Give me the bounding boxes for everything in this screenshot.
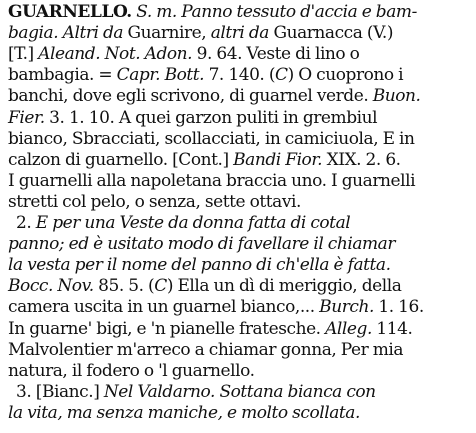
entry-text-segment: S. m. Panno tessuto d'accia e bam- [131,2,417,22]
entry-text-segment: Bandi Fior. [233,149,323,170]
entry-text-segment: 9. 64. Veste di lino o [192,44,360,65]
entry-text-segment: E per una Veste da donna fatta di cotal [35,213,351,233]
entry-text-segment: bagia. Altri da [8,23,128,44]
entry-text-segment: Burch. [319,297,374,318]
entry-text-segment: Aleand. Not. Adon. [38,44,193,65]
entry-text-segment: 3. 1. 10. A quei garzon puliti in grembiul [44,107,378,128]
entry-text-segment: XIX. 2. 6. [322,149,401,170]
entry-text-segment: ) Ella un dì di meriggio, della [166,276,402,297]
entry-text-segment: Malvolentier m'arreco a chiamar gonna, Per mia [8,339,404,360]
entry-text-segment: [T.] [8,44,39,65]
entry-text-segment: 7. 140. ( [204,65,276,86]
entry-text-segment: 114. [371,318,413,339]
entry-text-segment: Guarnire, [127,23,211,44]
entry-text-segment: ) O cuoprono i [287,65,404,86]
entry-text-segment: Alleg. [325,318,372,339]
entry-text-segment: banchi, dove egli scrivono, di guarnel verde. [8,86,373,107]
entry-text-segment: stretti col pelo, o senza, sette ottavi. [8,191,301,212]
entry-line [8,401,470,425]
entry-text-segment: 1. 16. [373,297,424,318]
entry-text-segment: panno; ed è usitato modo di favellare il chiamar [8,234,396,255]
entry-text-segment: Fier. [8,107,45,128]
entry-text-segment: camera uscita in un guarnel bianco,... [8,297,320,318]
entry-text-segment: GUARNELLO. [8,2,132,22]
entry-text-segment: I guarnelli alla napoletana braccia uno. I guarnelli [8,170,416,191]
entry-text-segment: C [275,65,288,86]
entry-text-segment: Capr. Bott. [116,65,205,86]
entry-text-segment: Bocc. Nov. [8,276,94,297]
entry-text-segment: 2. [16,213,36,233]
entry-text-segment: bambagia. = [8,65,117,86]
entry-text-segment: In guarne' bigi, e 'n pianelle fratesche. [8,318,326,339]
entry-text-segment: la vita, ma senza maniche, e molto scollata. [8,402,360,423]
entry-text-segment: Nel Valdarno. Sottana bianca con [103,381,376,402]
entry-text-segment: C [154,276,167,297]
entry-text-segment: natura, il fodero o 'l guarnello. [8,360,255,381]
entry-text-segment: Guarnacca (V.) [273,23,394,44]
entry-text-segment: bianco, Sbracciati, scollacciati, in camiciuola, E in [8,128,415,149]
entry-text-segment: calzon di guarnello. [Cont.] [8,149,234,170]
entry-text-segment: la vesta per il nome del panno di ch'ella è fatta. [8,255,391,276]
entry-text-segment: 3. [Bianc.] [16,381,104,402]
entry-text-segment: altri da [210,23,274,44]
entry-text-segment: 85. 5. ( [93,276,155,297]
entry-text-segment: Buon. [372,86,421,107]
